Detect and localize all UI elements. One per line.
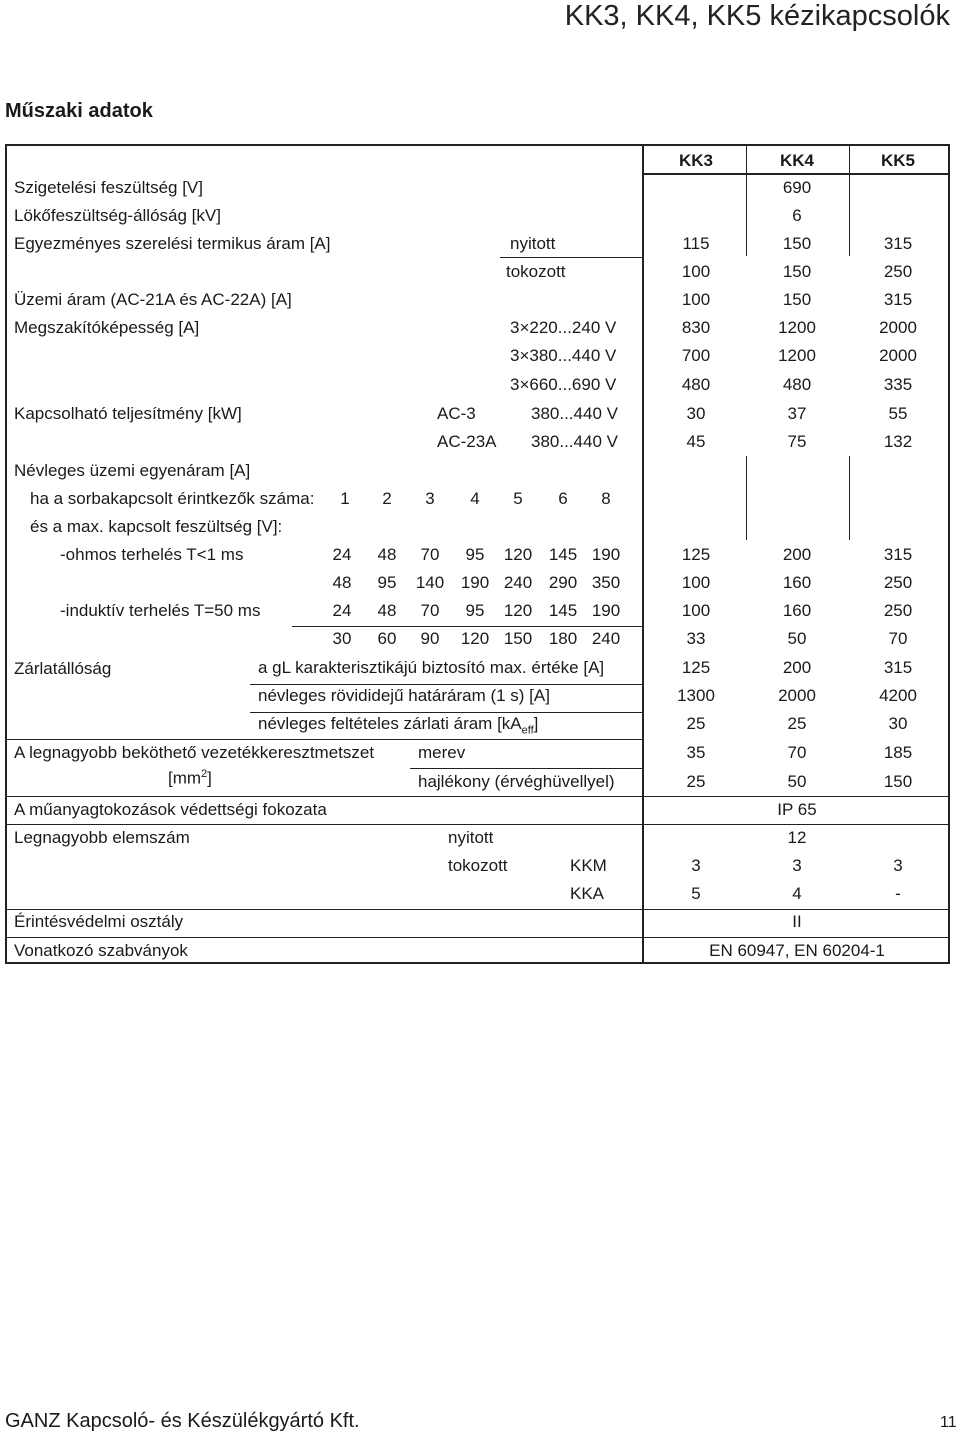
dc-voltage-cell: 120 (503, 545, 533, 564)
document-header-title: KK3, KK4, KK5 kézikapcsolók (564, 0, 950, 32)
subrow-divider-sc-2 (250, 712, 642, 713)
column-divider-1 (642, 145, 644, 963)
table-cell: 30 (888, 714, 908, 733)
table-cell: 2000 (879, 318, 917, 337)
power-voltage: 380...440 V (531, 404, 618, 423)
footer-company: GANZ Kapcsoló- és Készülékgyártó Kft. (5, 1410, 360, 1432)
short-circuit-desc: a gL karakterisztikájú biztosító max. értéke [A] (258, 658, 605, 677)
breaking-label: Megszakítóképesség [A] (14, 318, 200, 337)
max-elements-kka-label: KKA (570, 884, 605, 903)
table-cell: 37 (787, 404, 807, 423)
table-cell: 315 (883, 234, 913, 253)
table-cell: 100 (681, 601, 711, 620)
dc-inductive-label: -induktív terhelés T=50 ms (60, 601, 261, 620)
table-cell: 50 (787, 772, 807, 791)
table-cell: 125 (681, 658, 711, 677)
table-cell: 55 (888, 404, 908, 423)
table-cell: 250 (883, 573, 913, 592)
dc-voltage-cell: 60 (377, 629, 397, 648)
thermal-label: Egyezményes szerelési termikus áram [A] (14, 234, 331, 253)
column-header-kk5: KK5 (880, 151, 916, 170)
table-cell: 70 (888, 629, 908, 648)
dc-contact-count: 1 (340, 489, 350, 508)
column-divider-3a (849, 145, 850, 256)
table-cell: - (895, 884, 901, 903)
table-cell: 150 (883, 772, 913, 791)
table-cell: 100 (681, 290, 711, 309)
table-cell: 160 (782, 573, 812, 592)
insulation-label: Szigetelési feszültség [V] (14, 178, 203, 197)
dc-contact-count: 2 (382, 489, 392, 508)
table-cell: 200 (782, 658, 812, 677)
max-elements-label: Legnagyobb elemszám (14, 828, 190, 847)
row-divider-standards (6, 937, 950, 938)
table-cell: 150 (782, 234, 812, 253)
dc-voltage-cell: 120 (460, 629, 490, 648)
dc-contact-count: 6 (558, 489, 568, 508)
breaking-voltage: 3×660...690 V (510, 375, 617, 394)
dc-voltage-cell: 180 (548, 629, 578, 648)
column-divider-3c (849, 484, 850, 540)
table-cell: 5 (691, 884, 701, 903)
table-cell: 33 (686, 629, 706, 648)
table-cell: 830 (681, 318, 711, 337)
dc-voltage-cell: 120 (503, 601, 533, 620)
power-label: Kapcsolható teljesítmény [kW] (14, 404, 242, 423)
impulse-label: Lökőfeszültség-állóság [kV] (14, 206, 221, 225)
column-divider-2a (746, 145, 747, 256)
dc-voltage-cell: 95 (465, 601, 485, 620)
dc-voltage-cell: 95 (377, 573, 397, 592)
table-cell: 335 (883, 375, 913, 394)
table-cell: 150 (782, 290, 812, 309)
table-cell: 250 (883, 262, 913, 281)
power-voltage: 380...440 V (531, 432, 618, 451)
dc-voltage-cell: 24 (332, 545, 352, 564)
dc-contact-count: 5 (513, 489, 523, 508)
max-elements-kkm-label: KKM (570, 856, 607, 875)
dc-voltage-cell: 24 (332, 601, 352, 620)
table-cell: 125 (681, 545, 711, 564)
dc-voltage-cell: 190 (591, 545, 621, 564)
breaking-voltage: 3×380...440 V (510, 346, 617, 365)
protection-label: A műanyagtokozások védettségi fokozata (14, 800, 327, 819)
table-cell: 480 (782, 375, 812, 394)
table-cell: 100 (681, 573, 711, 592)
table-cell: 115 (682, 234, 710, 253)
table-cell: 160 (782, 601, 812, 620)
subrow-divider-sc-1 (250, 684, 642, 685)
header-divider (642, 173, 950, 175)
dc-voltage-cell: 145 (548, 601, 578, 620)
column-divider-2c (746, 484, 747, 540)
dc-voltage-cell: 290 (548, 573, 578, 592)
dc-voltage-cell: 150 (503, 629, 533, 648)
short-circuit-desc: névleges rövididejű határáram (1 s) [A] (258, 686, 550, 705)
row-divider-protection (6, 796, 950, 797)
dc-contact-count: 4 (470, 489, 480, 508)
dc-voltage-cell: 350 (591, 573, 621, 592)
table-cell: 1200 (778, 346, 816, 365)
dc-contacts-label: ha a sorbakapcsolt érintkezők száma: (30, 489, 315, 508)
conductor-unit: $[mm^2]$ (168, 768, 212, 788)
table-cell: 30 (686, 404, 706, 423)
table-cell: 2000 (778, 686, 816, 705)
dc-voltage-cell: 70 (420, 545, 440, 564)
table-cell: 4 (792, 884, 802, 903)
dc-ohmic-label: -ohmos terhelés T<1 ms (60, 545, 244, 564)
table-cell: 200 (782, 545, 812, 564)
dc-voltage-cell: 70 (420, 601, 440, 620)
dc-voltage-cell: 90 (420, 629, 440, 648)
table-cell: 3 (893, 856, 903, 875)
conductor-label: A legnagyobb beköthető vezetékkeresztmetszet (14, 743, 375, 762)
touch-label: Érintésvédelmi osztály (14, 912, 184, 931)
standards-value: EN 60947, EN 60204-1 (709, 941, 885, 960)
dc-voltage-cell: 140 (415, 573, 445, 592)
dc-contact-count: 8 (601, 489, 611, 508)
dc-voltage-cell: 30 (332, 629, 352, 648)
subrow-divider-dc (292, 626, 642, 627)
table-cell: 480 (681, 375, 711, 394)
table-cell: 45 (686, 432, 706, 451)
dc-contact-count: 3 (425, 489, 435, 508)
table-cell: 70 (787, 743, 807, 762)
row-divider-touch (6, 909, 950, 910)
column-divider-3b (849, 456, 850, 484)
subrow-divider-conductor (410, 768, 642, 769)
insulation-value: 690 (782, 178, 812, 197)
table-cell: 35 (686, 743, 706, 762)
table-cell: 2000 (879, 346, 917, 365)
table-cell: 75 (787, 432, 807, 451)
dc-voltage-cell: 145 (548, 545, 578, 564)
table-cell: 250 (883, 601, 913, 620)
table-cell: 50 (787, 629, 807, 648)
table-cell: 132 (883, 432, 913, 451)
thermal-open-label: nyitott (510, 234, 556, 253)
conductor-type: hajlékony (érvéghüvellyel) (418, 772, 615, 791)
breaking-voltage: 3×220...240 V (510, 318, 617, 337)
power-category: AC-3 (437, 404, 476, 423)
power-category: AC-23A (437, 432, 497, 451)
table-cell: 3 (792, 856, 802, 875)
standards-label: Vonatkozó szabványok (14, 941, 188, 960)
table-cell: 150 (782, 262, 812, 281)
max-elements-enclosed-label: tokozott (448, 856, 508, 875)
touch-value: II (792, 912, 802, 931)
table-cell: 315 (883, 290, 913, 309)
dc-voltage-label: és a max. kapcsolt feszültség [V]: (30, 517, 283, 536)
dc-voltage-cell: 190 (460, 573, 490, 592)
table-cell: 1200 (778, 318, 816, 337)
table-cell: 315 (883, 545, 913, 564)
short-circuit-desc: névleges feltételes zárlati áram $[kA_{eff}]$ (258, 714, 539, 737)
max-elements-open-value: 12 (787, 828, 807, 847)
short-circuit-label: Zárlatállóság (14, 659, 112, 678)
table-cell: 25 (686, 772, 706, 791)
dc-voltage-cell: 190 (591, 601, 621, 620)
conductor-type: merev (418, 743, 466, 762)
dc-voltage-cell: 95 (465, 545, 485, 564)
dc-voltage-cell: 48 (377, 545, 397, 564)
table-cell: 25 (787, 714, 807, 733)
table-cell: 4200 (879, 686, 917, 705)
dc-label: Névleges üzemi egyenáram [A] (14, 461, 251, 480)
column-header-kk3: KK3 (678, 151, 714, 170)
row-divider-max-elements (6, 824, 950, 825)
table-cell: 315 (883, 658, 913, 677)
thermal-enclosed-label: tokozott (506, 262, 566, 281)
column-header-kk4: KK4 (779, 151, 815, 170)
table-cell: 185 (883, 743, 913, 762)
table-cell: 700 (681, 346, 711, 365)
column-divider-2b (746, 456, 747, 484)
subrow-divider-thermal (500, 257, 642, 258)
dc-voltage-cell: 240 (591, 629, 621, 648)
dc-voltage-cell: 240 (503, 573, 533, 592)
operating-label: Üzemi áram (AC-21A és AC-22A) [A] (14, 290, 292, 309)
max-elements-open-label: nyitott (448, 828, 494, 847)
impulse-value: 6 (792, 206, 802, 225)
protection-value: IP 65 (777, 800, 817, 819)
table-cell: 25 (686, 714, 706, 733)
section-title: Műszaki adatok (5, 100, 153, 122)
dc-voltage-cell: 48 (332, 573, 352, 592)
table-cell: 3 (691, 856, 701, 875)
table-cell: 100 (681, 262, 711, 281)
dc-voltage-cell: 48 (377, 601, 397, 620)
page-number: 11 (940, 1414, 957, 1431)
table-cell: 1300 (677, 686, 715, 705)
